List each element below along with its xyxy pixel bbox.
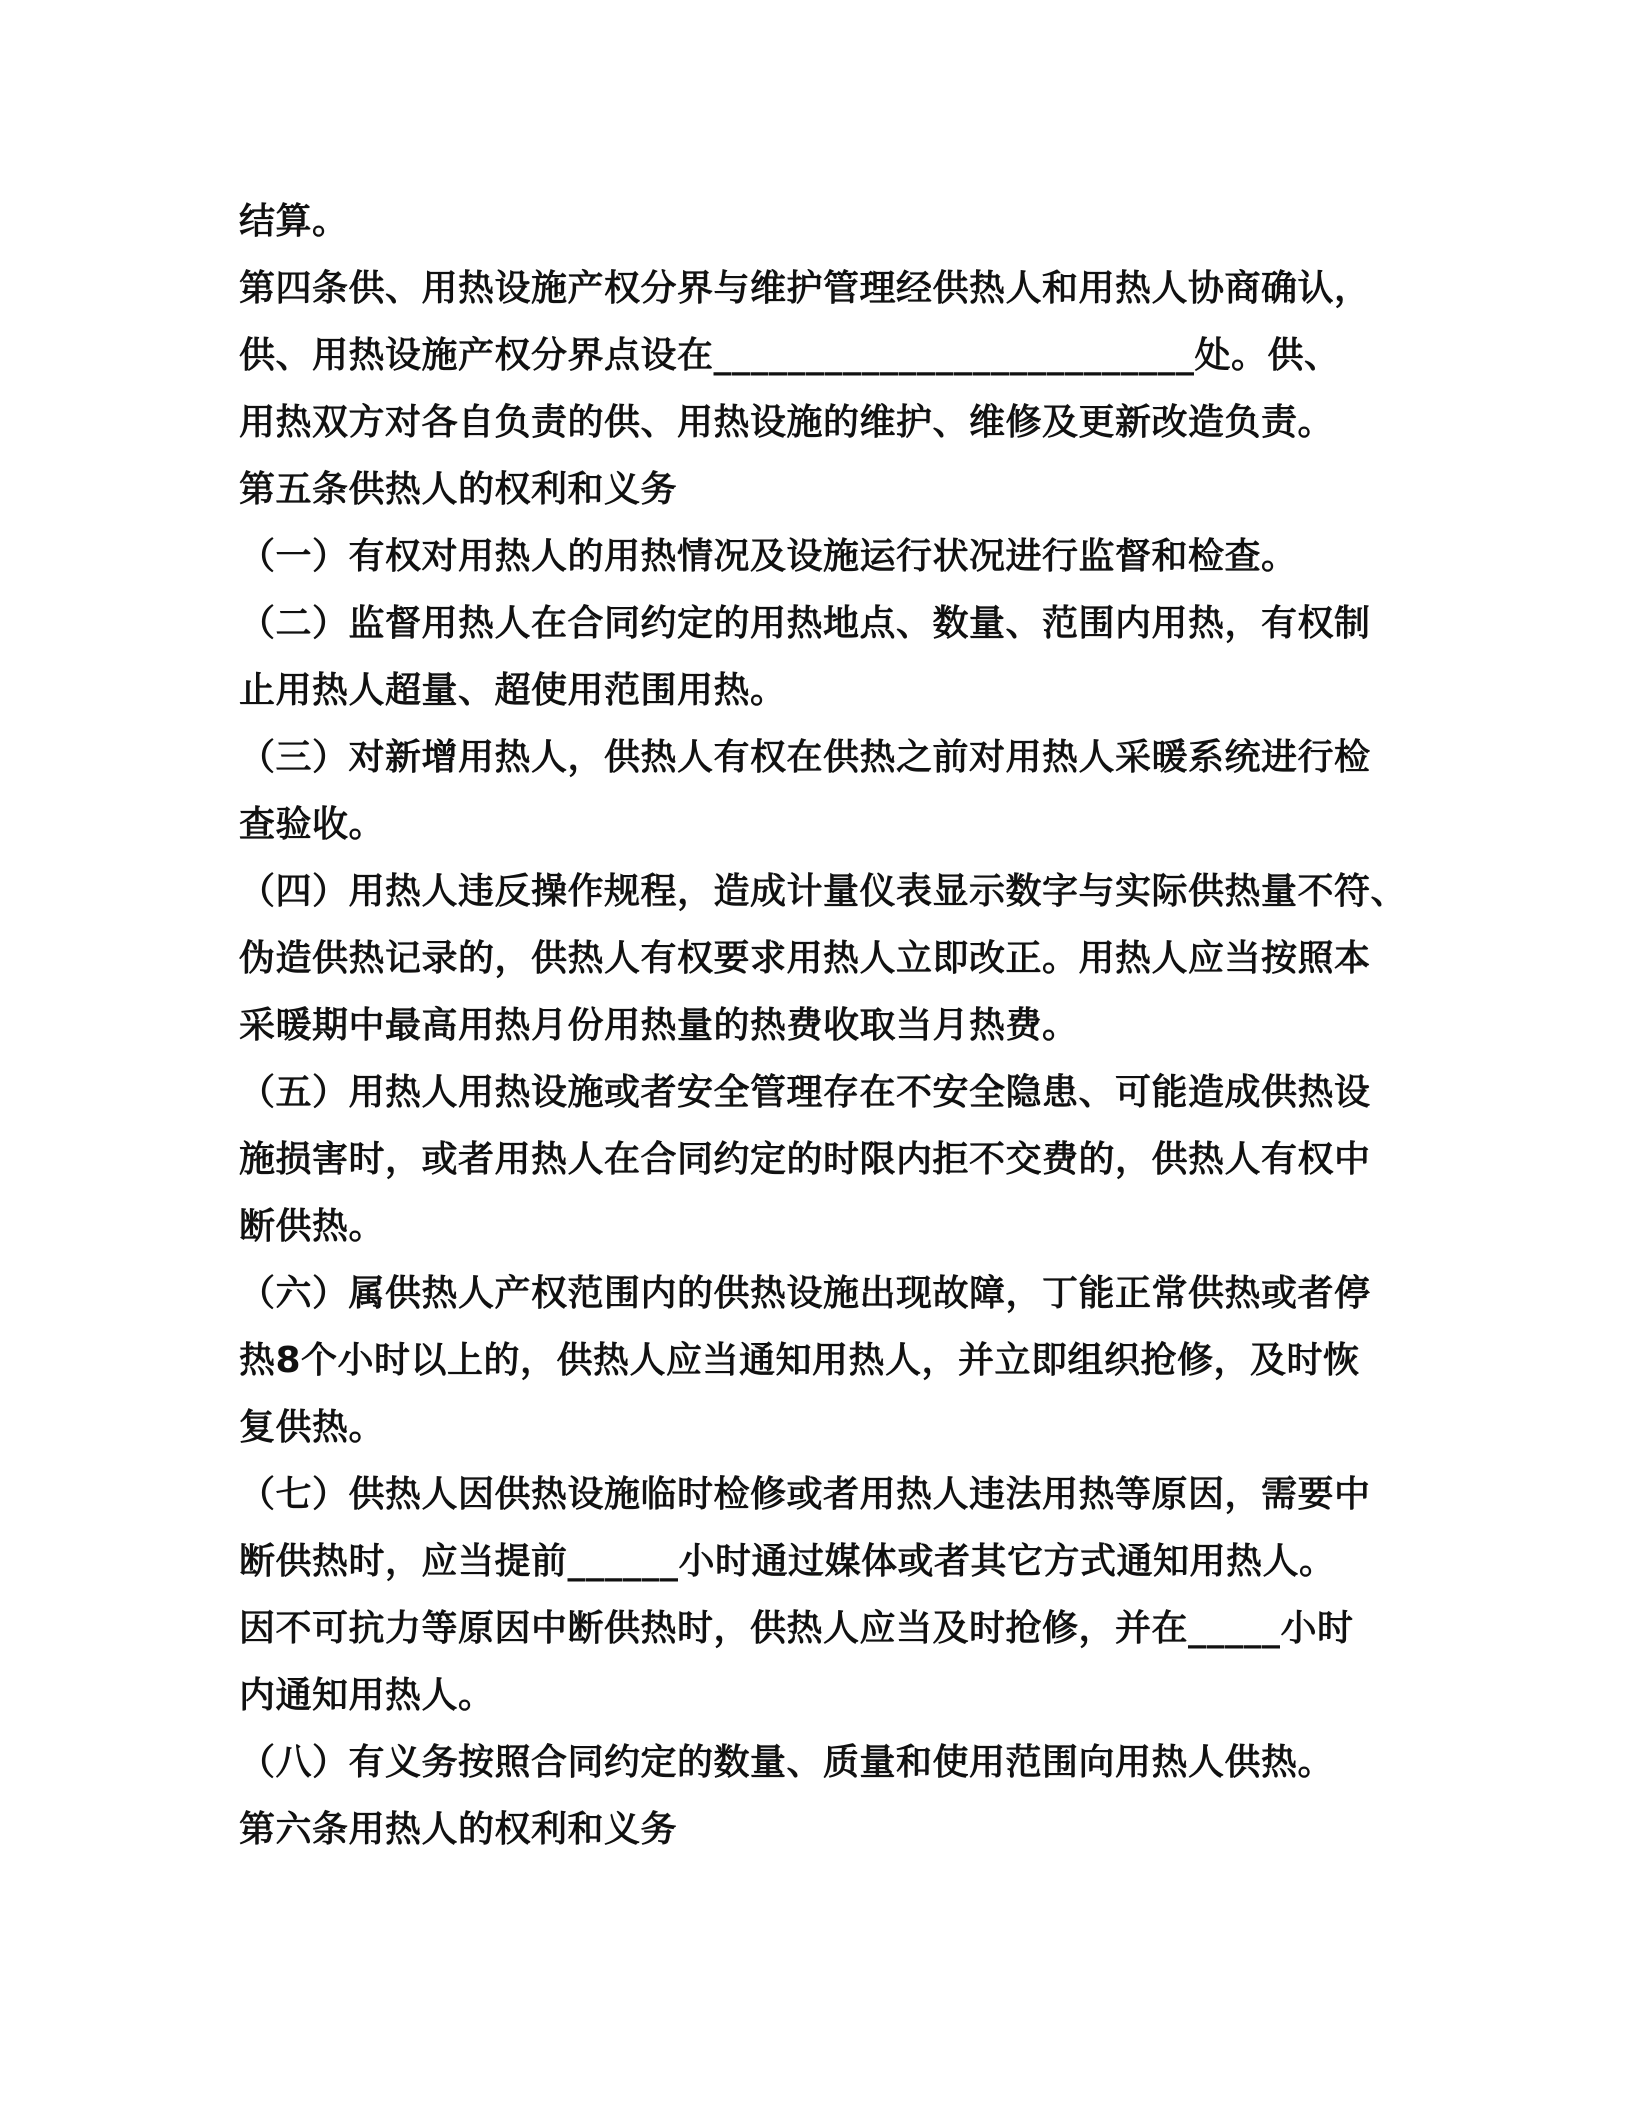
- clause-2: （二）监督用热人在合同约定的用热地点、数量、范围内用热，有权制: [239, 603, 1371, 644]
- clause-1: （一）有权对用热人的用热情况及设施运行状况进行监督和检查。: [239, 536, 1298, 577]
- text-line: 采暖期中最高用热月份用热量的热费收取当月热费。: [239, 1005, 1079, 1046]
- text-line: 因不可抗力等原因中断供热时，供热人应当及时抢修，并在_____小时: [239, 1608, 1354, 1649]
- clause-3: （三）对新增用热人，供热人有权在供热之前对用热人采暖系统进行检: [239, 737, 1371, 778]
- clause-6: （六）属供热人产权范围内的供热设施出现故障，丁能正常供热或者停: [239, 1273, 1371, 1314]
- text-line: 用热双方对各自负责的供、用热设施的维护、维修及更新改造负责。: [239, 402, 1335, 443]
- text-line: 止用热人超量、超使用范围用热。: [239, 670, 787, 711]
- article-4-heading: 第四条供、用热设施产权分界与维护管理经供热人和用热人协商确认，: [239, 268, 1371, 309]
- text-line: 施损害时，或者用热人在合同约定的时限内拒不交费的，供热人有权中: [239, 1139, 1371, 1180]
- clause-4: （四）用热人违反操作规程，造成计量仪表显示数字与实际供热量不符、: [239, 871, 1408, 912]
- article-6-heading: 第六条用热人的权利和义务: [239, 1809, 678, 1850]
- text-line: 查验收。: [239, 804, 386, 845]
- text-line: 断供热。: [239, 1206, 386, 1247]
- clause-8: （八）有义务按照合同约定的数量、质量和使用范围向用热人供热。: [239, 1742, 1335, 1783]
- text-line: 伪造供热记录的，供热人有权要求用热人立即改正。用热人应当按照本: [239, 938, 1371, 979]
- article-5-heading: 第五条供热人的权利和义务: [239, 469, 678, 510]
- text-line: 热8个小时以上的，供热人应当通知用热人，并立即组织抢修，及时恢: [239, 1340, 1360, 1381]
- text-line: 复供热。: [239, 1407, 386, 1448]
- text-line: 供、用热设施产权分界点设在__________________________处。供、: [239, 335, 1341, 376]
- text-line: 内通知用热人。: [239, 1675, 495, 1716]
- clause-5: （五）用热人用热设施或者安全管理存在不安全隐患、可能造成供热设: [239, 1072, 1371, 1113]
- text-line: 断供热时，应当提前______小时通过媒体或者其它方式通知用热人。: [239, 1541, 1336, 1582]
- clause-7: （七）供热人因供热设施临时检修或者用热人违法用热等原因，需要中: [239, 1474, 1371, 1515]
- text-line: 结算。: [239, 201, 349, 242]
- document-body: [239, 188, 1408, 1863]
